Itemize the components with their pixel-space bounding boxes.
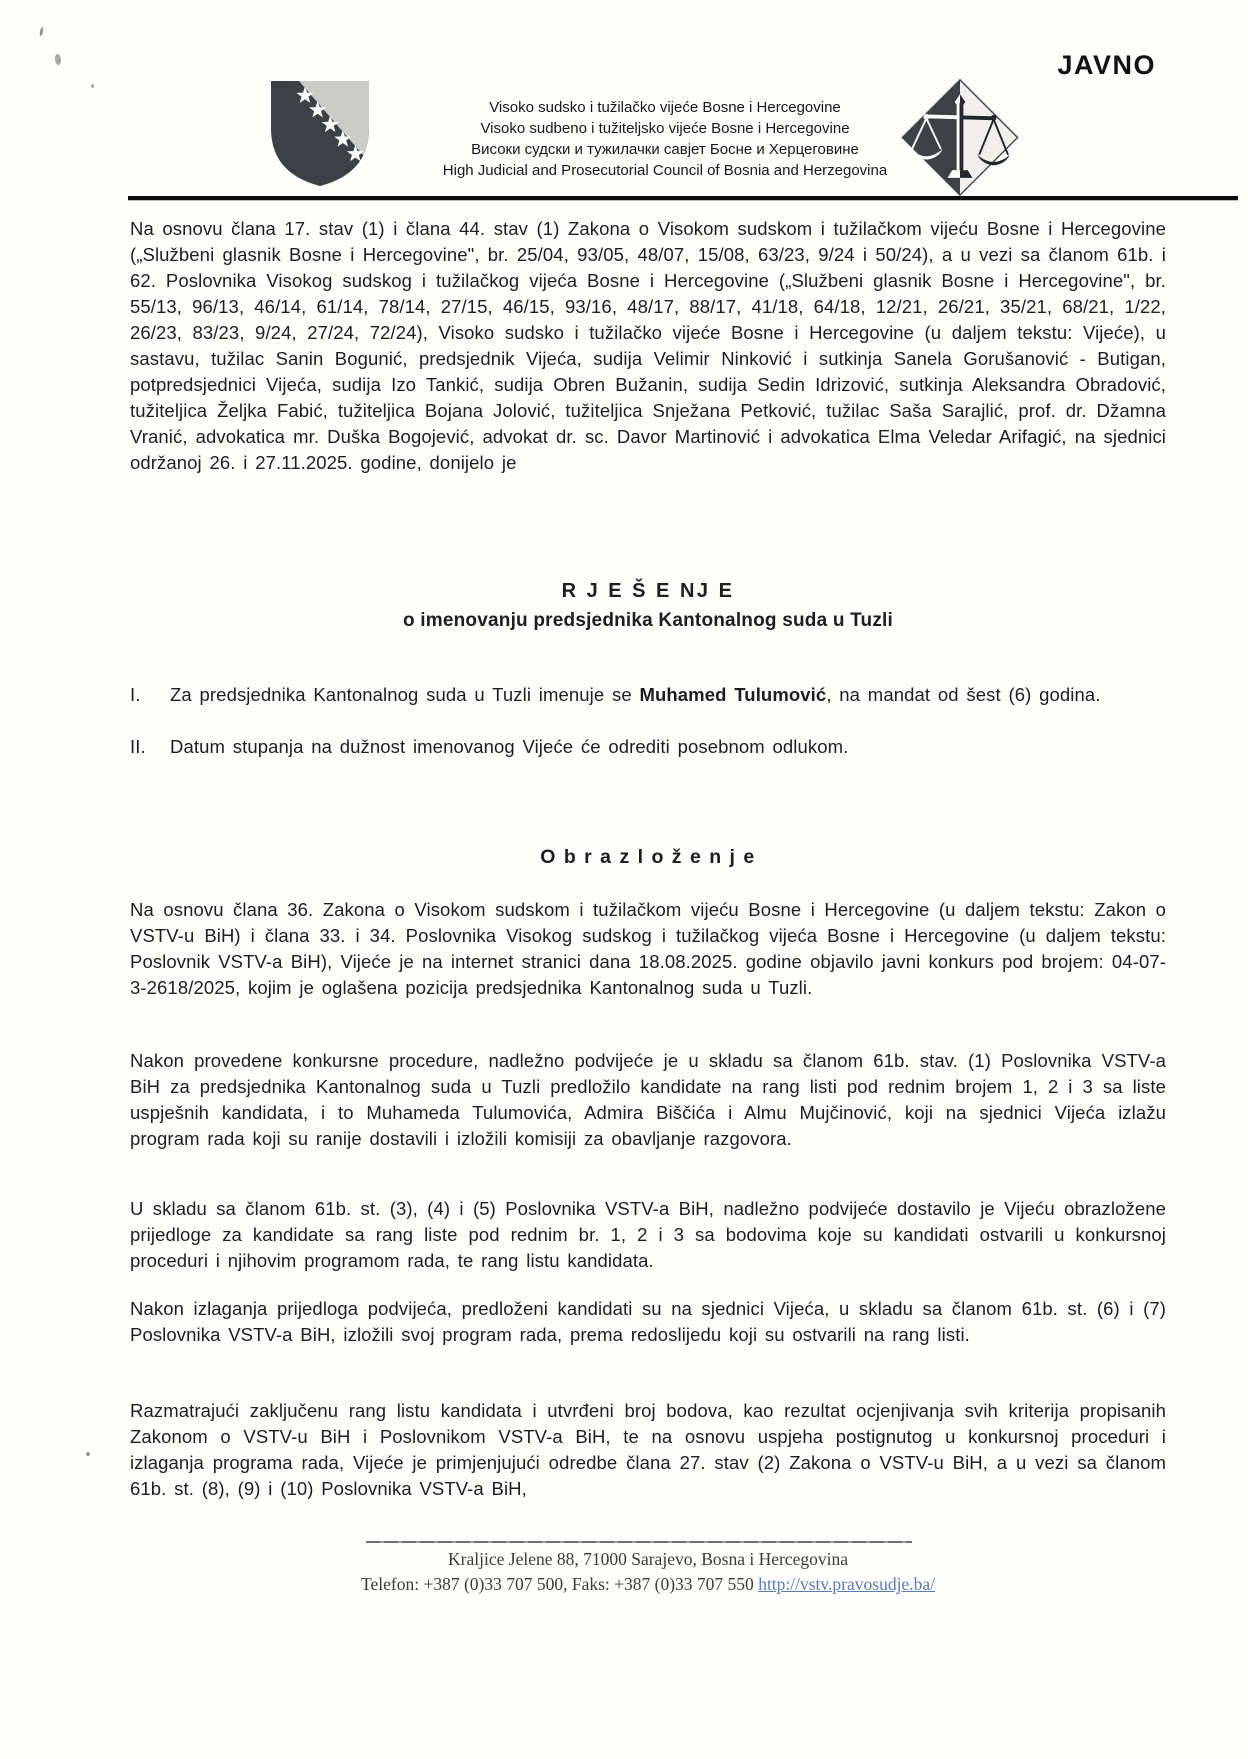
org-name-serbian-cyrillic: Високи судски и тужилачки савјет Босне и Херцеговине: [471, 141, 859, 158]
decision-title-text: R J E Š E NJ E: [561, 580, 735, 602]
footer-address: Kraljice Jelene 88, 71000 Sarajevo, Bosna i Hercegovina: [448, 1549, 848, 1569]
classification-stamp: JAVNO: [1057, 50, 1156, 80]
org-name-bosnian: Visoko sudsko i tužilačko vijeće Bosne i Hercegovine: [489, 99, 841, 116]
item-text-pre: Za predsjednika Kantonalnog suda u Tuzli imenuje se: [170, 684, 640, 705]
footer-phone-fax: Telefon: +387 (0)33 707 500, Faks: +387 (0)33 707 550: [361, 1574, 759, 1594]
item-number: I.: [130, 684, 141, 705]
rationale-paragraph-3: U skladu sa članom 61b. st. (3), (4) i (5) Poslovnika VSTV-a BiH, nadležno podvijeće dostavilo je Vijeću obrazložene prijedloge za kandidate sa rang liste pod rednim br. 1, 2 i 3 sa bodovima koje su kandidati ostvarili u konkursnoj proceduri i njihovim programom rada, te rang listu kandidata.: [130, 1198, 1166, 1271]
footer-contact: [130, 1574, 1166, 1595]
footer-rule: [366, 1541, 912, 1543]
scales-of-justice-icon: [897, 77, 1023, 198]
decision-title: [130, 580, 1166, 632]
rationale-paragraph-5: Razmatrajući zaključenu rang listu kandidata i utvrđeni broj bodova, kao rezultat ocjenjivanja svih kriterija propisanih Zakonom o VSTV-u BiH i Poslovnikom VSTV-a BiH, te na osnovu uspjeha postignutog u konkursnoj proceduri i izlaganja programa rada, Vijeće je primjenjujući odredbe člana 27. stav (2) Zakona o VSTV-u BiH, a u vezi sa članom 61b. st. (8), (9) i (10) Poslovnika VSTV-a BiH,: [130, 1400, 1166, 1499]
org-name-block: [400, 97, 930, 181]
rationale-paragraph-1: Na osnovu člana 36. Zakona o Visokom sudskom i tužilačkom vijeću Bosne i Hercegovine (u daljem tekstu: Zakon o VSTV-u BiH) i člana 33. i 34. Poslovnika Visokog sudskog i tužilačkog vijeća Bosne i Hercegovine (u daljem tekstu: Poslovnik VSTV-a BiH), Vijeće je na internet stranici dana 18.08.2025. godine objavilo javni konkurs pod brojem: 04-07-3-2618/2025, kojim je oglašena pozicija predsjednika Kantonalnog suda u Tuzli.: [130, 899, 1166, 998]
scan-artifact: [54, 54, 61, 66]
scan-artifact: [86, 1452, 90, 1456]
decision-item-1: [130, 682, 1166, 708]
rationale-paragraph-2: Nakon provedene konkursne procedure, nadležno podvijeće je u skladu sa članom 61b. stav. (1) Poslovnika VSTV-a BiH za predsjednika Kantonalnog suda u Tuzli predložilo kandidate na rang listi pod rednim brojem 1, 2 i 3 sa liste uspješnih kandidata, i to Muhameda Tulumovića, Admira Biščića i Almu Mujčinović, koji na sjednici Vijeća izlažu program rada koji su ranije dostavili i izložili komisiji za obavljanje razgovora.: [130, 1050, 1166, 1149]
rationale-heading: O b r a z l o ž e n j e: [540, 846, 756, 868]
item-text: [170, 682, 1166, 708]
bih-coat-of-arms-icon: [263, 76, 377, 190]
preamble-paragraph: Na osnovu člana 17. stav (1) i člana 44. stav (1) Zakona o Visokom sudskom i tužilačkom vijeću Bosne i Hercegovine („Službeni glasnik Bosne i Hercegovine", br. 25/04, 93/05, 48/07, 15/08, 63/23, 9/24 i 50/24), a u vezi sa članom 61b. i 62. Poslovnika Visokog sudskog i tužilačkog vijeća Bosne i Hercegovine („Službeni glasnik Bosne i Hercegovine", br. 55/13, 96/13, 46/14, 61/14, 78/14, 27/15, 46/15, 93/16, 48/17, 88/17, 41/18, 64/18, 12/21, 26/21, 35/21, 68/21, 1/22, 26/23, 83/23, 9/24, 27/24, 72/24), Visoko sudsko i tužilačko vijeće Bosne i Hercegovine (u daljem tekstu: Vijeće), u sastavu, tužilac Sanin Bogunić, predsjednik Vijeća, sudija Velimir Ninković i sutkinja Sanela Gorušanović - Butigan, potpredsjednici Vijeća, sudija Izo Tankić, sudija Obren Bužanin, sudija Sedin Idrizović, sutkinja Aleksandra Obradović, tužiteljica Željka Fabić, tužiteljica Bojana Jolović, tužiteljica Snježana Petković, tužilac Saša Sarajlić, prof. dr. Džamna Vranić, advokatica mr. Duška Bogojević, advokat dr. sc. Davor Martinović i advokatica Elma Veledar Arifagić, na sjednici održanoj 26. i 27.11.2025. godine, donijelo je: [130, 218, 1166, 473]
decision-subtitle: o imenovanju predsjednika Kantonalnog suda u Tuzli: [403, 610, 893, 631]
footer-website-link[interactable]: http://vstv.pravosudje.ba/: [758, 1574, 935, 1594]
item-number: II.: [130, 736, 146, 757]
item-text: Datum stupanja na dužnost imenovanog Vijeće će odrediti posebnom odlukom.: [170, 736, 849, 757]
scan-artifact: [91, 84, 94, 88]
org-name-croatian: Visoko sudbeno i tužiteljsko vijeće Bosne i Hercegovine: [480, 120, 850, 137]
rationale-paragraph-4: Nakon izlaganja prijedloga podvijeća, predloženi kandidati su na sjednici Vijeća, u skladu sa članom 61b. st. (6) i (7) Poslovnika VSTV-a BiH, izložili svoj program rada, prema redoslijedu koji su ostvarili na rang listi.: [130, 1298, 1166, 1345]
org-name-english: High Judicial and Prosecutorial Council of Bosnia and Herzegovina: [442, 162, 888, 179]
appointee-name: Muhamed Tulumović: [639, 684, 827, 705]
header-rule: [128, 196, 1238, 200]
scan-artifact: [39, 27, 44, 36]
decision-items: [130, 682, 1166, 760]
item-text-post: , na mandat od šest (6) godina.: [826, 684, 1101, 705]
decision-item-2: [130, 734, 1166, 760]
